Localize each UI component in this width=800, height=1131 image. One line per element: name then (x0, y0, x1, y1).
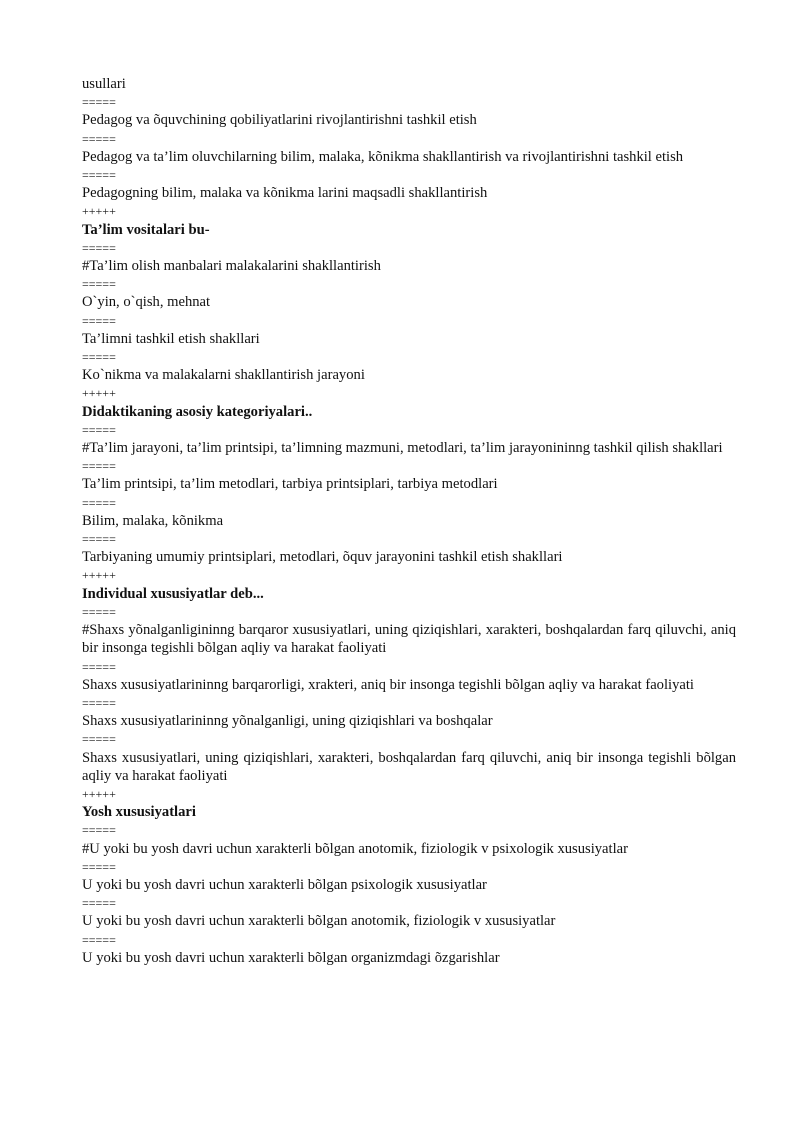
separator-line: ===== (82, 695, 116, 710)
answer-text: Pedagog va õquvchining qobiliyatlarini rivojlantirishni tashkil etish (82, 112, 477, 129)
answer-text: U yoki bu yosh davri uchun xarakterli bõlgan psixologik xususiyatlar (82, 876, 487, 893)
separator-line: ===== (82, 896, 116, 911)
answer-text: Tarbiyaning umumiy printsiplari, metodlari, õquv jarayonini tashkil etish shakllari (82, 549, 563, 566)
question-text: Didaktikaning asosiy kategoriyalari.. (82, 403, 313, 420)
separator-line: +++++ (82, 386, 116, 401)
question-text: Individual xususiyatlar deb... (82, 585, 264, 602)
question-text: Yosh xususiyatlari (82, 804, 196, 821)
separator-line: ===== (82, 859, 116, 874)
separator-line: +++++ (82, 204, 116, 219)
separator-line: ===== (82, 495, 116, 510)
answer-text: Ta’limni tashkil etish shakllari (82, 330, 260, 347)
answer-text: U yoki bu yosh davri uchun xarakterli bõlgan anotomik, fiziologik v xususiyatlar (82, 913, 556, 930)
answer-text: U yoki bu yosh davri uchun xarakterli bõlgan organizmdagi õzgarishlar (82, 949, 500, 966)
answer-text: Shaxs xususiyatlarininng yõnalganligi, uning qiziqishlari va boshqalar (82, 713, 493, 730)
separator-line: ===== (82, 659, 116, 674)
question-text: Ta’lim vositalari bu- (82, 221, 210, 238)
separator-line: ===== (82, 350, 116, 365)
separator-line: ===== (82, 732, 116, 747)
answer-text: O`yin, o`qish, mehnat (82, 294, 211, 311)
answer-text: #U yoki bu yosh davri uchun xarakterli bõlgan anotomik, fiziologik v psixologik xususiyatlar (82, 840, 628, 857)
answer-text: Ta’lim printsipi, ta’lim metodlari, tarbiya printsiplari, tarbiya metodlari (82, 476, 498, 493)
separator-line: ===== (82, 422, 116, 437)
answer-text: Pedagog va ta’lim oluvchilarning bilim, malaka, kõnikma shakllantirish va rivojlantirishni tashkil etish (82, 148, 684, 165)
separator-line: +++++ (82, 568, 116, 583)
separator-line: ===== (82, 240, 116, 255)
separator-line: ===== (82, 823, 116, 838)
answer-text: Bilim, malaka, kõnikma (82, 512, 224, 529)
separator-line: ===== (82, 532, 116, 547)
answer-text: Shaxs xususiyatlari, uning qiziqishlari, xarakteri, boshqalardan farq qiluvchi, aniq bir insonga tegishli bõlgan aqliy va harakat faoliyati (82, 749, 736, 784)
document-page (82, 75, 736, 967)
separator-line: ===== (82, 932, 116, 947)
separator-line: ===== (82, 604, 116, 619)
answer-text: #Ta’lim jarayoni, ta’lim printsipi, ta’limning mazmuni, metodlari, ta’lim jarayonininng tashkil qilish shakllari (82, 440, 723, 457)
separator-line: +++++ (82, 786, 116, 801)
answer-text: #Shaxs yõnalganligininng barqaror xususiyatlari, uning qiziqishlari, xarakteri, boshqalardan farq qiluvchi, aniq bir insonga tegishli bõlgan aqliy va harakat faoliyati (82, 622, 736, 657)
separator-line: ===== (82, 459, 116, 474)
separator-line: ===== (82, 168, 116, 183)
separator-line: ===== (82, 131, 116, 146)
answer-text: #Ta’lim olish manbalari malakalarini shakllantirish (82, 258, 381, 275)
answer-text: usullari (82, 76, 126, 92)
answer-text: Pedagogning bilim, malaka va kõnikma larini maqsadli shakllantirish (82, 185, 488, 202)
separator-line: ===== (82, 95, 116, 110)
separator-line: ===== (82, 313, 116, 328)
answer-text: Shaxs xususiyatlarininng barqarorligi, xrakteri, aniq bir insonga tegishli bõlgan aqliy va harakat faoliyati (82, 676, 694, 693)
answer-text: Ko`nikma va malakalarni shakllantirish jarayoni (82, 367, 365, 384)
separator-line: ===== (82, 277, 116, 292)
